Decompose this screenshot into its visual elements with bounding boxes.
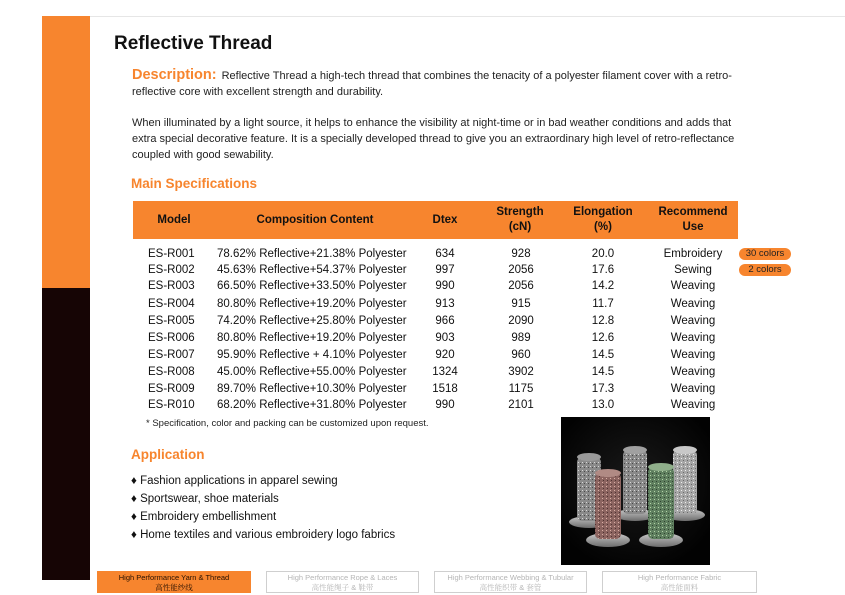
strength-cell: 2090 xyxy=(508,315,534,327)
tab-yarn-thread[interactable]: High Performance Yarn & Thread 高性能纱线 xyxy=(97,571,251,593)
dtex-cell: 920 xyxy=(435,349,455,361)
header-elongation xyxy=(563,201,643,239)
tab-webbing-tubular[interactable]: High Performance Webbing & Tubular 高性能织带 & 套管 xyxy=(434,571,587,593)
composition-cell: 78.62% Reflective+21.38% Polyester xyxy=(217,248,407,260)
spec-footnote: * Specification, color and packing can be customized upon request. xyxy=(146,418,429,429)
composition-cell: 89.70% Reflective+10.30% Polyester xyxy=(217,383,407,395)
elongation-cell: 17.3 xyxy=(591,383,615,395)
table-row xyxy=(133,296,738,313)
table-row xyxy=(133,262,738,279)
spec-table-header xyxy=(133,201,738,239)
application-item: ♦ Fashion applications in apparel sewing xyxy=(131,475,338,487)
model-cell: ES-R004 xyxy=(148,298,195,310)
table-row xyxy=(133,313,738,330)
composition-cell: 68.20% Reflective+31.80% Polyester xyxy=(217,399,407,411)
header-strength-line2: (cN) xyxy=(508,221,532,233)
recommend-use-cell: Weaving xyxy=(670,366,716,378)
color-badge: 2 colors xyxy=(739,264,791,276)
application-item: ♦ Home textiles and various embroidery logo fabrics xyxy=(131,529,396,541)
strength-cell: 915 xyxy=(511,298,531,310)
tab-rope-laces[interactable]: High Performance Rope & Laces 高性能绳子 & 鞋带 xyxy=(266,571,419,593)
elongation-cell: 14.5 xyxy=(591,366,615,378)
elongation-cell: 12.6 xyxy=(591,332,615,344)
table-row xyxy=(133,397,738,414)
recommend-use-cell: Weaving xyxy=(670,315,716,327)
application-list xyxy=(131,472,395,544)
header-model: Model xyxy=(157,213,191,226)
elongation-cell: 20.0 xyxy=(591,248,615,260)
table-row xyxy=(133,246,738,263)
model-cell: ES-R002 xyxy=(148,264,195,276)
model-cell: ES-R006 xyxy=(148,332,195,344)
dtex-cell: 913 xyxy=(435,298,455,310)
bullet-icon: ♦ xyxy=(131,493,137,505)
strength-cell: 1175 xyxy=(508,383,534,395)
composition-cell: 74.20% Reflective+25.80% Polyester xyxy=(217,315,407,327)
header-composition: Composition Content xyxy=(256,213,374,226)
strength-cell: 989 xyxy=(511,332,531,344)
elongation-cell: 13.0 xyxy=(591,399,615,411)
recommend-use-cell: Weaving xyxy=(670,280,716,292)
table-row xyxy=(133,381,738,398)
description-paragraph-2: When illuminated by a light source, it helps to enhance the visibility at night-time or in bad weather conditions and adds that extra special decorative feature. It is a specially developed thread to give you an extraordinary high level of retro-reflectance coupled with good sewability. xyxy=(132,117,735,161)
thread-spools-photo xyxy=(561,417,710,565)
description-paragraph-1 xyxy=(132,67,742,100)
header-elongation-line1: Elongation xyxy=(573,206,633,218)
thread-spools-illustration xyxy=(561,417,710,565)
table-row xyxy=(133,330,738,347)
composition-cell: 80.80% Reflective+19.20% Polyester xyxy=(217,332,407,344)
header-dtex: Dtex xyxy=(432,213,458,226)
dtex-cell: 1518 xyxy=(432,383,458,395)
application-heading: Application xyxy=(131,447,205,462)
model-cell: ES-R001 xyxy=(148,248,195,260)
page-title: Reflective Thread xyxy=(114,33,273,54)
tab-fabric[interactable]: High Performance Fabric 高性能面料 xyxy=(602,571,757,593)
recommend-use-cell: Sewing xyxy=(674,264,712,276)
dtex-cell: 966 xyxy=(435,315,455,327)
recommend-use-cell: Weaving xyxy=(670,298,716,310)
side-band-dark xyxy=(42,288,90,580)
side-band-orange xyxy=(42,16,90,288)
table-row xyxy=(133,278,738,295)
model-cell: ES-R007 xyxy=(148,349,195,361)
header-strength-line1: Strength xyxy=(496,206,544,218)
strength-cell: 3902 xyxy=(508,366,534,378)
composition-cell: 80.80% Reflective+19.20% Polyester xyxy=(217,298,407,310)
bullet-icon: ♦ xyxy=(131,529,137,541)
model-cell: ES-R008 xyxy=(148,366,195,378)
model-cell: ES-R003 xyxy=(148,280,195,292)
recommend-use-cell: Weaving xyxy=(670,399,716,411)
strength-cell: 2056 xyxy=(508,280,534,292)
composition-cell: 45.00% Reflective+55.00% Polyester xyxy=(217,366,407,378)
elongation-cell: 14.5 xyxy=(591,349,615,361)
table-row xyxy=(133,347,738,364)
recommend-use-cell: Embroidery xyxy=(663,248,723,260)
dtex-cell: 903 xyxy=(435,332,455,344)
table-row xyxy=(133,364,738,381)
elongation-cell: 14.2 xyxy=(591,280,615,292)
header-strength xyxy=(483,201,557,239)
composition-cell: 45.63% Reflective+54.37% Polyester xyxy=(217,264,407,276)
bullet-icon: ♦ xyxy=(131,475,137,487)
color-badge: 30 colors xyxy=(739,248,791,260)
header-use-line2: Use xyxy=(682,221,704,233)
dtex-cell: 990 xyxy=(435,399,455,411)
elongation-cell: 17.6 xyxy=(591,264,615,276)
dtex-cell: 990 xyxy=(435,280,455,292)
strength-cell: 2056 xyxy=(508,264,534,276)
dtex-cell: 1324 xyxy=(432,366,458,378)
main-specifications-heading: Main Specifications xyxy=(131,176,258,191)
footer-category-tabs xyxy=(97,571,767,593)
application-item: ♦ Embroidery embellishment xyxy=(131,511,277,523)
model-cell: ES-R009 xyxy=(148,383,195,395)
recommend-use-cell: Weaving xyxy=(670,332,716,344)
model-cell: ES-R010 xyxy=(148,399,195,411)
composition-cell: 95.90% Reflective + 4.10% Polyester xyxy=(217,349,407,361)
header-use-line1: Recommend xyxy=(658,206,728,218)
recommend-use-cell: Weaving xyxy=(670,349,716,361)
strength-cell: 928 xyxy=(511,248,531,260)
strength-cell: 2101 xyxy=(508,399,534,411)
elongation-cell: 11.7 xyxy=(592,298,614,310)
dtex-cell: 634 xyxy=(435,248,455,260)
description-text-1: Reflective Thread a high-tech thread that combines the tenacity of a polyester filament cover with a retro-reflective core with excellent strength and durability. xyxy=(132,70,732,98)
strength-cell: 960 xyxy=(511,349,531,361)
header-recommend-use xyxy=(648,201,738,239)
dtex-cell: 997 xyxy=(435,264,455,276)
description-label: Description: xyxy=(132,67,217,83)
header-elongation-line2: (%) xyxy=(594,221,612,233)
recommend-use-cell: Weaving xyxy=(670,383,716,395)
composition-cell: 66.50% Reflective+33.50% Polyester xyxy=(217,280,407,292)
elongation-cell: 12.8 xyxy=(591,315,615,327)
bullet-icon: ♦ xyxy=(131,511,137,523)
top-divider xyxy=(90,16,845,17)
model-cell: ES-R005 xyxy=(148,315,195,327)
application-item: ♦ Sportswear, shoe materials xyxy=(131,493,279,505)
